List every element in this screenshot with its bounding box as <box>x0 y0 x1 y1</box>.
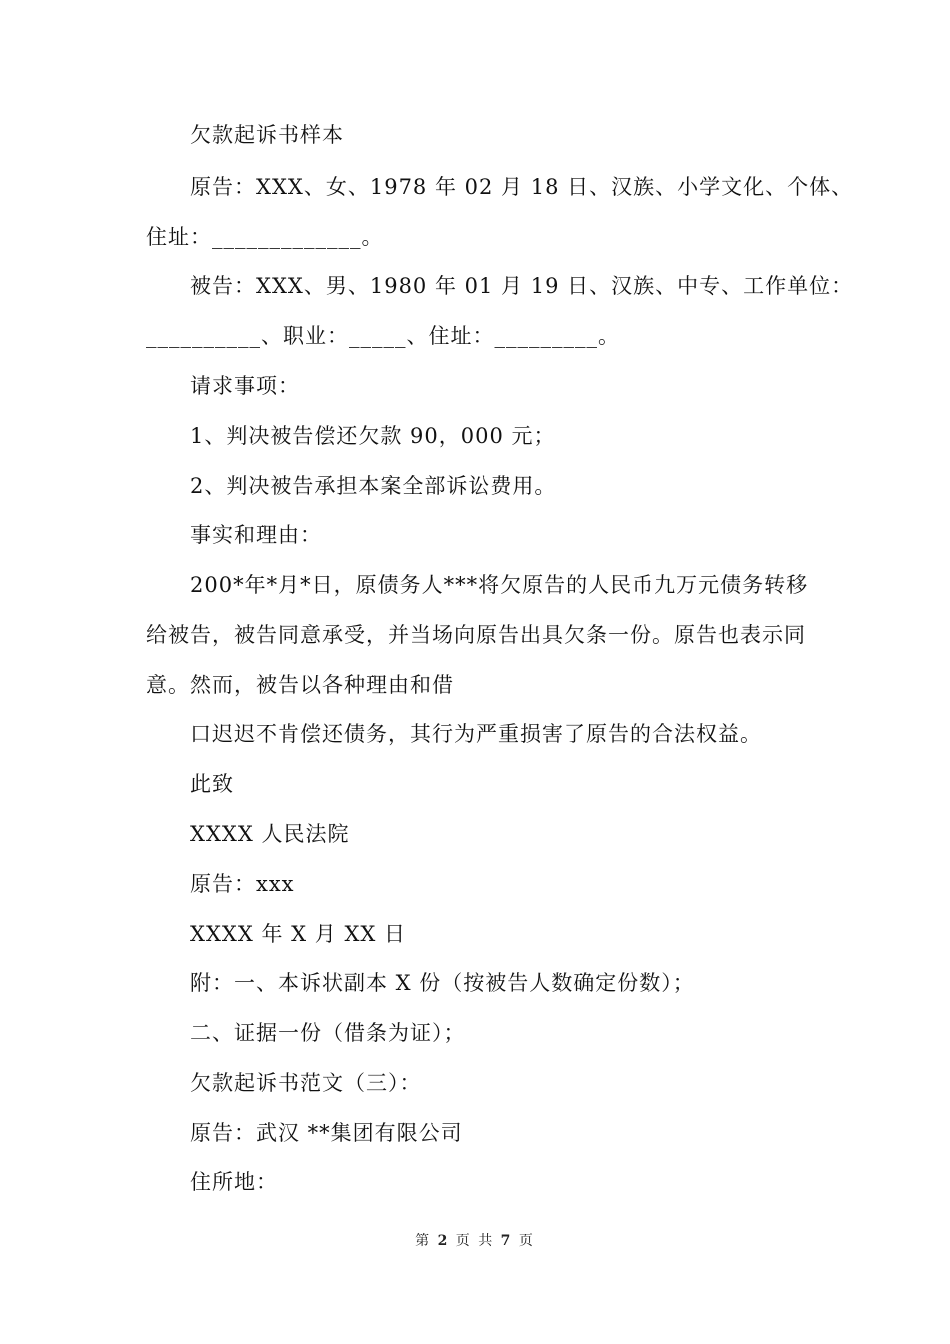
salutation: 此致 <box>190 772 234 796</box>
footer-current-page: 2 <box>437 1233 450 1249</box>
defendant-details-line: __________、职业：_____、住址：_________。 <box>146 324 620 348</box>
plaintiff-line: 原告：XXX、女、1978 年 02 月 18 日、汉族、小学文化、个体、 <box>190 175 854 199</box>
attachment-item-1: 附：一、本诉状副本 X 份（按被告人数确定份数）； <box>190 971 695 995</box>
signature-plaintiff: 原告：xxx <box>190 872 295 896</box>
facts-paragraph-line-4: 口迟迟不肯偿还债务，其行为严重损害了原告的合法权益。 <box>190 722 762 746</box>
footer-prefix: 第 <box>415 1233 432 1249</box>
plaintiff-address-line: 住址：_____________。 <box>146 225 384 249</box>
plaintiff-company-line: 原告：武汉 **集团有限公司 <box>190 1121 463 1145</box>
residence-line: 住所地： <box>190 1170 278 1194</box>
signature-date: XXXX 年 X 月 XX 日 <box>190 922 407 946</box>
page-footer <box>0 1232 950 1250</box>
section-heading: 欠款起诉书范文（三）： <box>190 1071 422 1095</box>
facts-paragraph-line-1: 200*年*月*日，原债务人***将欠原告的人民币九万元债务转移 <box>190 573 809 597</box>
claim-item-2: 2、判决被告承担本案全部诉讼费用。 <box>190 474 557 498</box>
footer-total-pages: 7 <box>500 1233 513 1249</box>
facts-paragraph-line-3: 意。然而，被告以各种理由和借 <box>146 673 454 697</box>
attachment-item-2: 二、证据一份（借条为证）； <box>190 1021 466 1045</box>
court-name: XXXX 人民法院 <box>190 822 350 846</box>
facts-paragraph-line-2: 给被告，被告同意承受，并当场向原告出具欠条一份。原告也表示同 <box>146 623 806 647</box>
claim-item-1: 1、判决被告偿还欠款 90，000 元； <box>190 424 556 448</box>
footer-middle: 页 共 <box>455 1233 495 1249</box>
facts-heading: 事实和理由： <box>190 523 322 547</box>
footer-suffix: 页 <box>518 1233 535 1249</box>
claims-heading: 请求事项： <box>190 374 300 398</box>
document-title: 欠款起诉书样本 <box>190 123 344 147</box>
defendant-line: 被告：XXX、男、1980 年 01 月 19 日、汉族、中专、工作单位： <box>190 274 854 298</box>
